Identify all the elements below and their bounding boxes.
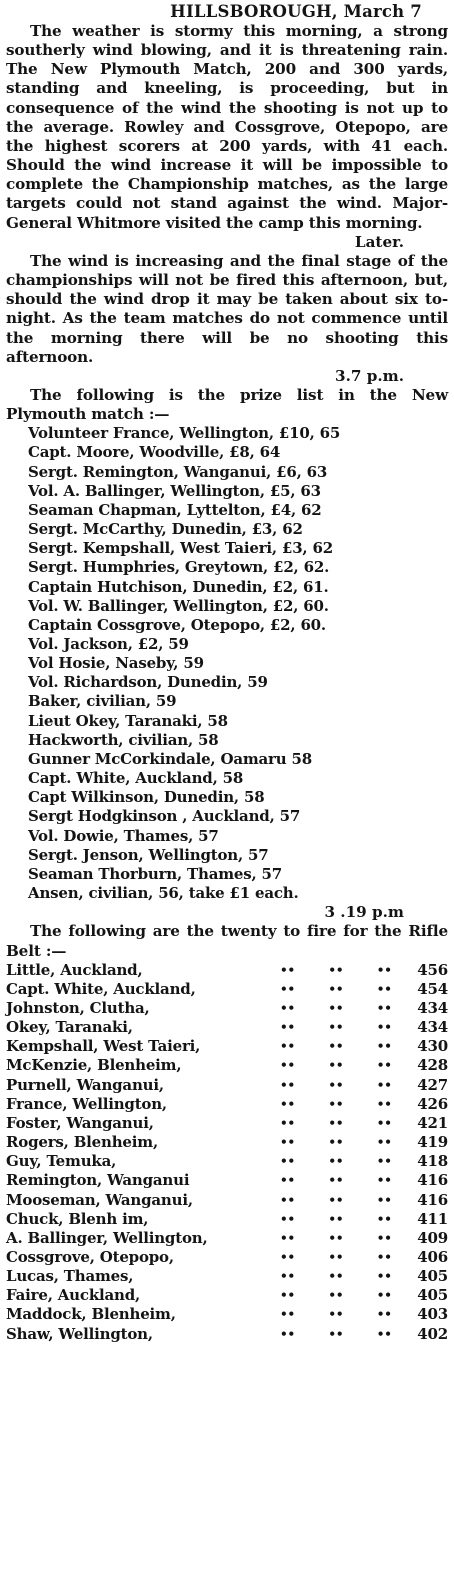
- rifle-belt-row: [6, 1037, 448, 1056]
- leader-dots: ••: [376, 1269, 392, 1284]
- rifle-belt-row: [6, 999, 448, 1018]
- rifle-belt-table: [6, 961, 448, 1344]
- leader-dots: ••: [279, 1211, 295, 1226]
- leader-dots: ••: [376, 1135, 392, 1150]
- leader-dots: ••: [328, 1154, 344, 1169]
- rifle-belt-row: [6, 1152, 448, 1171]
- prize-list-item: Vol. A. Ballinger, Wellington, £5, 63: [28, 481, 321, 500]
- leader-dots: ••: [279, 1230, 295, 1245]
- competitor-name: Little, Auckland,: [6, 960, 143, 979]
- prize-list-item: Seaman Thorburn, Thames, 57: [28, 864, 283, 883]
- competitor-name: France, Wellington,: [6, 1094, 167, 1113]
- leader-dots: ••: [328, 1288, 344, 1303]
- competitor-name: Foster, Wanganui,: [6, 1113, 154, 1132]
- rifle-belt-row: [6, 1076, 448, 1095]
- leader-dots: ••: [376, 981, 392, 996]
- rifle-belt-row: [6, 1133, 448, 1152]
- leader-dots: ••: [328, 1307, 344, 1322]
- competitor-score: 416: [417, 1171, 448, 1190]
- leader-dots: ••: [376, 1039, 392, 1054]
- competitor-name: Kempshall, West Taieri,: [6, 1037, 201, 1056]
- prize-list-item: Sergt. McCarthy, Dunedin, £3, 62: [28, 520, 303, 539]
- rifle-belt-row: [6, 1229, 448, 1248]
- newspaper-column: [0, 2, 454, 1576]
- leader-dots: ••: [279, 1020, 295, 1035]
- leader-dots: ••: [376, 1096, 392, 1111]
- prize-list-item: Vol. W. Ballinger, Wellington, £2, 60.: [28, 596, 329, 615]
- leader-dots: ••: [279, 1154, 295, 1169]
- competitor-score: 418: [417, 1152, 448, 1171]
- leader-dots: ••: [376, 1288, 392, 1303]
- rifle-belt-row: [6, 1191, 448, 1210]
- leader-dots: ••: [376, 1154, 392, 1169]
- competitor-score: 406: [417, 1248, 448, 1266]
- prize-list-item: Vol. Jackson, £2, 59: [28, 635, 189, 653]
- prize-list-item: Vol Hosie, Naseby, 59: [28, 654, 204, 673]
- stamp-later: Later.: [354, 232, 404, 251]
- paragraph-wind-update: The wind is increasing and the final stage of the championships will not be fired this afternoon, but, should the wind drop it may be taken about six to-night. As the team matches do not commence until the morning there will be no shooting this afternoon.: [6, 251, 448, 366]
- rifle-belt-row: [6, 1248, 448, 1267]
- leader-dots: ••: [279, 1000, 295, 1015]
- prize-list-item: Captain Cossgrove, Otepopo, £2, 60.: [28, 615, 326, 634]
- competitor-score: 403: [417, 1305, 448, 1324]
- competitor-score: 434: [417, 1018, 448, 1037]
- competitor-name: Mooseman, Wanganui,: [6, 1190, 193, 1209]
- competitor-name: Guy, Temuka,: [6, 1152, 117, 1171]
- prize-list-item: Captain Hutchison, Dunedin, £2, 61.: [28, 577, 329, 596]
- competitor-score: 402: [417, 1324, 448, 1343]
- leader-dots: ••: [279, 1077, 295, 1092]
- leader-dots: ••: [328, 1020, 344, 1035]
- leader-dots: ••: [328, 1192, 344, 1207]
- leader-dots: ••: [376, 1000, 392, 1015]
- competitor-name: Faire, Auckland,: [6, 1286, 141, 1305]
- competitor-score: 405: [417, 1286, 448, 1305]
- paragraph-weather-report: The weather is stormy this morning, a strong southerly wind blowing, and it is threatening rain. The New Plymouth Match, 200 and 300 yards, standing and kneeling, is proceeding, but in consequence of the wind the shooting is not up to the average. Rowley and Cossgrove, Otepopo, are the highest scorers at 200 yards, with 41 each. Should the wind increase it will be impossible to complete the Championship matches, as the large targets could not stand against the wind. Major-General Whitmore visited the camp this morning.: [6, 22, 448, 232]
- leader-dots: ••: [376, 962, 392, 977]
- competitor-name: A. Ballinger, Wellington,: [6, 1228, 208, 1247]
- competitor-score: 405: [417, 1267, 448, 1286]
- competitor-name: Okey, Taranaki,: [6, 1018, 133, 1037]
- prize-list-item: Capt. Moore, Woodville, £8, 64: [28, 443, 281, 462]
- competitor-name: McKenzie, Blenheim,: [6, 1056, 182, 1075]
- dateline: HILLSBOROUGH, March 7: [170, 2, 422, 21]
- leader-dots: ••: [279, 1288, 295, 1303]
- leader-dots: ••: [328, 1000, 344, 1015]
- leader-dots: ••: [279, 1192, 295, 1207]
- competitor-name: Chuck, Blenh im,: [6, 1209, 149, 1228]
- competitor-name: Shaw, Wellington,: [6, 1324, 153, 1343]
- leader-dots: ••: [328, 1039, 344, 1054]
- prize-list-item: Gunner McCorkindale, Oamaru 58: [28, 749, 312, 768]
- rifle-belt-row: [6, 961, 448, 980]
- leader-dots: ••: [376, 1250, 392, 1264]
- competitor-score: 426: [417, 1094, 448, 1113]
- leader-dots: ••: [328, 1077, 344, 1092]
- leader-dots: ••: [376, 1115, 392, 1130]
- competitor-score: 411: [417, 1209, 448, 1228]
- leader-dots: ••: [279, 1096, 295, 1111]
- leader-dots: ••: [376, 1077, 392, 1092]
- prize-list-item: Sergt. Remington, Wanganui, £6, 63: [28, 462, 328, 481]
- leader-dots: ••: [328, 1135, 344, 1150]
- leader-dots: ••: [279, 1039, 295, 1054]
- competitor-score: 434: [417, 998, 448, 1017]
- leader-dots: ••: [279, 1115, 295, 1130]
- leader-dots: ••: [376, 1192, 392, 1207]
- leader-dots: ••: [328, 1211, 344, 1226]
- rifle-belt-row: [6, 1267, 448, 1286]
- prize-list-item: Sergt. Jenson, Wellington, 57: [28, 845, 269, 864]
- leader-dots: ••: [328, 1058, 344, 1073]
- leader-dots: ••: [376, 1173, 392, 1188]
- leader-dots: ••: [328, 1096, 344, 1111]
- stamp-time-2: 3 .19 p.m: [324, 903, 404, 922]
- prize-list-item: Capt Wilkinson, Dunedin, 58: [28, 788, 265, 807]
- competitor-name: Remington, Wanganui: [6, 1171, 190, 1190]
- leader-dots: ••: [328, 1173, 344, 1188]
- competitor-score: 416: [417, 1190, 448, 1209]
- leader-dots: ••: [279, 1326, 295, 1341]
- rifle-belt-row: [6, 980, 448, 999]
- prize-list-item: Lieut Okey, Taranaki, 58: [28, 711, 228, 730]
- rifle-belt-row: [6, 1018, 448, 1037]
- leader-dots: ••: [328, 962, 344, 977]
- leader-dots: ••: [279, 962, 295, 977]
- prize-list-item: Vol. Richardson, Dunedin, 59: [28, 673, 268, 692]
- paragraph-prize-list-intro: The following is the prize list in the New Plymouth match :—: [6, 385, 448, 424]
- competitor-name: Capt. White, Auckland,: [6, 979, 196, 998]
- competitor-score: 409: [417, 1228, 448, 1247]
- leader-dots: ••: [376, 1326, 392, 1341]
- prize-list-item: Hackworth, civilian, 58: [28, 730, 219, 749]
- leader-dots: ••: [279, 981, 295, 996]
- leader-dots: ••: [376, 1211, 392, 1226]
- leader-dots: ••: [328, 1230, 344, 1245]
- leader-dots: ••: [376, 1230, 392, 1245]
- competitor-score: 454: [417, 979, 448, 998]
- competitor-score: 430: [417, 1037, 448, 1056]
- prize-list-item: Capt. White, Auckland, 58: [28, 769, 244, 788]
- paragraph-rifle-belt-intro: The following are the twenty to fire for the Rifle Belt :—: [6, 922, 448, 960]
- competitor-name: Rogers, Blenheim,: [6, 1133, 158, 1152]
- competitor-name: Purnell, Wanganui,: [6, 1075, 164, 1094]
- prize-list-item: Ansen, civilian, 56, take £1 each.: [28, 884, 299, 903]
- rifle-belt-row: [6, 1095, 448, 1114]
- prize-list-item: Volunteer France, Wellington, £10, 65: [28, 424, 341, 443]
- rifle-belt-row: [6, 1305, 448, 1324]
- prize-list: [6, 424, 448, 903]
- competitor-name: Cossgrove, Otepopo,: [6, 1248, 174, 1266]
- competitor-score: 456: [417, 960, 448, 979]
- leader-dots: ••: [279, 1135, 295, 1150]
- competitor-name: Johnston, Clutha,: [6, 998, 150, 1017]
- rifle-belt-row: [6, 1056, 448, 1075]
- leader-dots: ••: [376, 1307, 392, 1322]
- rifle-belt-row: [6, 1210, 448, 1229]
- rifle-belt-row: [6, 1286, 448, 1305]
- competitor-score: 421: [417, 1113, 448, 1132]
- leader-dots: ••: [328, 1326, 344, 1341]
- competitor-score: 427: [417, 1075, 448, 1094]
- rifle-belt-row: [6, 1114, 448, 1133]
- leader-dots: ••: [279, 1058, 295, 1073]
- competitor-name: Maddock, Blenheim,: [6, 1305, 176, 1324]
- prize-list-item: Baker, civilian, 59: [28, 692, 177, 711]
- leader-dots: ••: [328, 1250, 344, 1264]
- leader-dots: ••: [279, 1173, 295, 1188]
- prize-list-item: Seaman Chapman, Lyttelton, £4, 62: [28, 500, 322, 519]
- competitor-score: 428: [417, 1056, 448, 1075]
- prize-list-item: Vol. Dowie, Thames, 57: [28, 826, 219, 845]
- stamp-time-1: 3.7 p.m.: [335, 366, 404, 385]
- rifle-belt-row: [6, 1325, 448, 1344]
- leader-dots: ••: [279, 1269, 295, 1284]
- prize-list-item: Sergt. Kempshall, West Taieri, £3, 62: [28, 539, 333, 558]
- competitor-score: 419: [417, 1133, 448, 1152]
- competitor-name: Lucas, Thames,: [6, 1267, 134, 1286]
- leader-dots: ••: [279, 1307, 295, 1322]
- leader-dots: ••: [328, 981, 344, 996]
- prize-list-item: Sergt. Humphries, Greytown, £2, 62.: [28, 558, 330, 577]
- leader-dots: ••: [279, 1250, 295, 1264]
- leader-dots: ••: [376, 1058, 392, 1073]
- rifle-belt-row: [6, 1171, 448, 1190]
- leader-dots: ••: [328, 1115, 344, 1130]
- leader-dots: ••: [328, 1269, 344, 1284]
- prize-list-item: Sergt Hodgkinson , Auckland, 57: [28, 807, 301, 826]
- leader-dots: ••: [376, 1020, 392, 1035]
